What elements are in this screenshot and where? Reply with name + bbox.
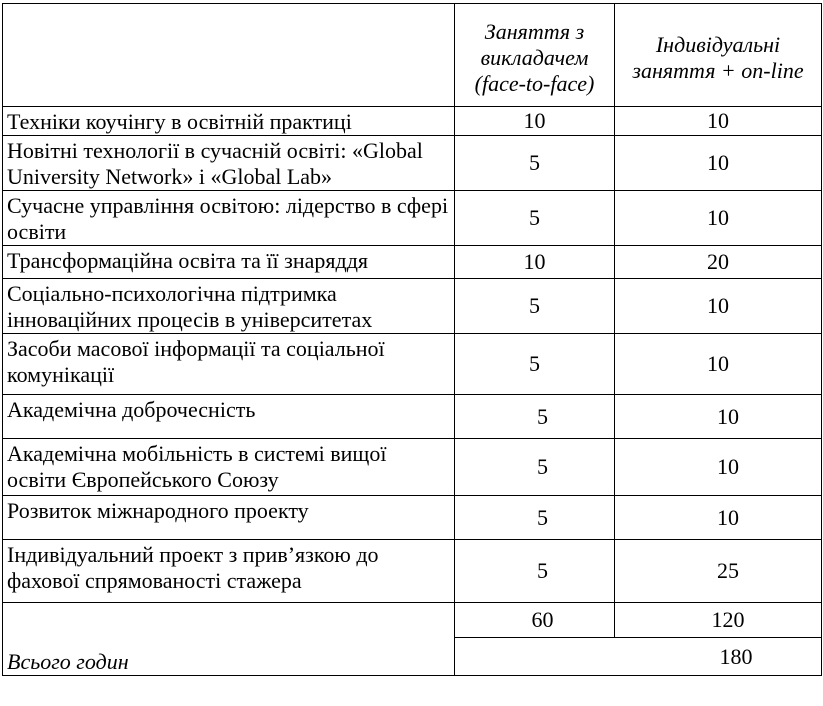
online-hours: 10 [615, 334, 822, 395]
online-hours: 10 [615, 439, 822, 496]
face-to-face-subtotal: 60 [455, 603, 615, 638]
total-hours: 180 [455, 638, 822, 676]
online-hours: 10 [615, 395, 822, 439]
table-row [3, 279, 822, 334]
online-hours: 10 [615, 191, 822, 246]
course-name: Академічна доброчесність [3, 395, 455, 439]
face-to-face-hours: 5 [455, 136, 615, 191]
table-row [3, 191, 822, 246]
course-name: Соціально-психологічна підтримка інноваційних процесів в університетах [3, 279, 455, 334]
table-row [3, 107, 822, 136]
header-individual-online: Індивідуальні заняття + on-line [615, 4, 822, 107]
face-to-face-hours: 5 [455, 279, 615, 334]
table-header-row [3, 4, 822, 107]
face-to-face-hours: 5 [455, 439, 615, 496]
face-to-face-hours: 5 [455, 395, 615, 439]
hours-table [2, 3, 822, 676]
table-row [3, 395, 822, 439]
header-face-to-face: Заняття з викладачем (face-to-face) [455, 4, 615, 107]
online-hours: 25 [615, 540, 822, 603]
course-name: Новітні технології в сучасній освіті: «Global University Network» і «Global Lab» [3, 136, 455, 191]
online-subtotal: 120 [615, 603, 822, 638]
total-label: Всього годин [3, 603, 455, 676]
face-to-face-hours: 5 [455, 334, 615, 395]
course-name: Техніки коучінгу в освітній практиці [3, 107, 455, 136]
face-to-face-hours: 5 [455, 540, 615, 603]
online-hours: 10 [615, 279, 822, 334]
table-row [3, 496, 822, 540]
course-name: Індивідуальний проект з прив’язкою до фахової спрямованості стажера [3, 540, 455, 603]
table-row [3, 136, 822, 191]
online-hours: 10 [615, 136, 822, 191]
online-hours: 10 [615, 107, 822, 136]
course-name: Засоби масової інформації та соціальної комунікації [3, 334, 455, 395]
face-to-face-hours: 5 [455, 496, 615, 540]
face-to-face-hours: 10 [455, 246, 615, 279]
table-row [3, 334, 822, 395]
course-name: Розвиток міжнародного проекту [3, 496, 455, 540]
face-to-face-hours: 5 [455, 191, 615, 246]
online-hours: 20 [615, 246, 822, 279]
subtotal-row [3, 603, 822, 638]
header-empty-cell [3, 4, 455, 107]
table-row [3, 540, 822, 603]
course-name: Академічна мобільність в системі вищої освіти Європейського Союзу [3, 439, 455, 496]
table-row [3, 246, 822, 279]
course-name: Сучасне управління освітою: лідерство в сфері освіти [3, 191, 455, 246]
face-to-face-hours: 10 [455, 107, 615, 136]
online-hours: 10 [615, 496, 822, 540]
table-row [3, 439, 822, 496]
course-name: Трансформаційна освіта та її знаряддя [3, 246, 455, 279]
